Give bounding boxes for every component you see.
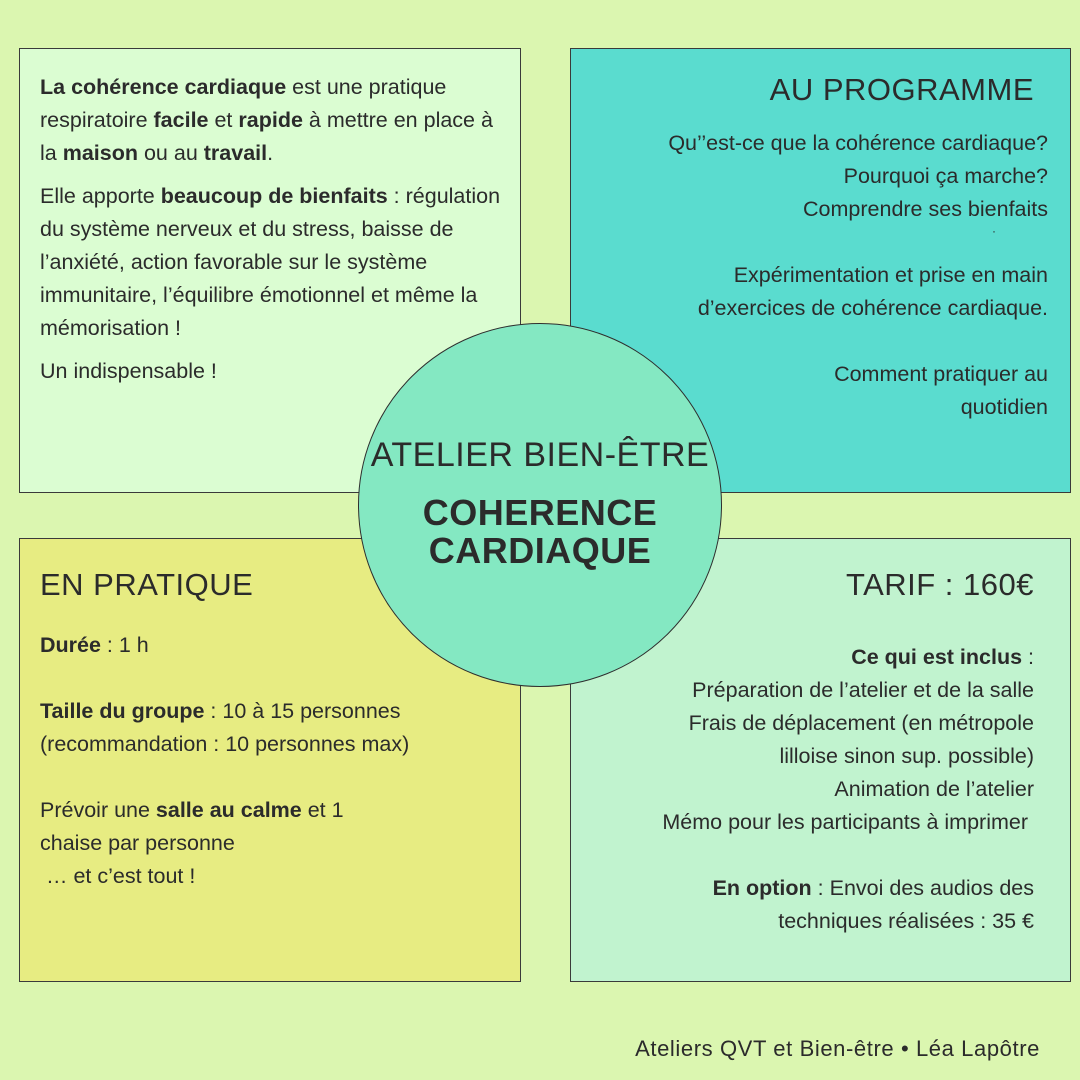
- inclus-item: Mémo pour les participants à imprimer: [662, 810, 1034, 834]
- option-line-2: techniques réalisées : 35 €: [778, 909, 1034, 933]
- text-run: et: [208, 108, 239, 132]
- spacer: [40, 761, 510, 794]
- programme-line: Pourquoi ça marche?: [843, 164, 1048, 188]
- text-run: cohérence cardiaque: [71, 75, 287, 99]
- text-run: rapide: [238, 108, 303, 132]
- duree-value: : 1 h: [100, 633, 149, 657]
- text-run: à mettre en place à la: [40, 108, 493, 165]
- taille-value: : 10 à 15 personnes (recommandation : 10 personnes max): [40, 699, 410, 756]
- text-run: La: [40, 75, 72, 99]
- spacer: [574, 839, 1034, 872]
- text-run: travail: [203, 141, 268, 165]
- text-run: Prévoir une: [40, 798, 156, 822]
- text-run: Elle apporte: [40, 184, 161, 208]
- inclus-item: Animation de l’atelier: [834, 777, 1034, 801]
- text-run: maison: [62, 141, 138, 165]
- option-line: [574, 872, 1034, 905]
- taille-line: [40, 695, 510, 761]
- duree-label: Durée: [40, 633, 101, 657]
- text-run: ou au: [138, 141, 204, 165]
- tarif-heading: TARIF : 160€: [845, 567, 1034, 602]
- spacer: [578, 325, 1048, 358]
- programme-line: quotidien: [960, 395, 1048, 419]
- text-run: .: [267, 141, 274, 165]
- text-run: beaucoup de bienfaits: [160, 184, 388, 208]
- intro-text: [40, 71, 510, 388]
- spacer: [40, 662, 510, 695]
- circle-title: [359, 494, 721, 570]
- programme-heading: AU PROGRAMME: [769, 72, 1034, 107]
- stray-dot: ·: [992, 224, 996, 238]
- programme-line: Comment pratiquer au: [834, 362, 1048, 386]
- programme-line: Expérimentation et prise en main: [733, 263, 1048, 287]
- taille-label: Taille du groupe: [40, 699, 205, 723]
- prevoir-line: [40, 794, 400, 860]
- text-run: et 1 chaise par personne: [40, 798, 344, 855]
- intro-paragraph-3: Un indispensable !: [40, 359, 217, 383]
- title-circle: [358, 323, 722, 687]
- inclus-label: Ce qui est inclus: [851, 645, 1023, 669]
- circle-subtitle: ATELIER BIEN-ÊTRE: [370, 436, 710, 474]
- pratique-heading: EN PRATIQUE: [40, 567, 254, 602]
- programme-line: d’exercices de cohérence cardiaque.: [697, 296, 1048, 320]
- inclus-item: Frais de déplacement (en métropole: [688, 711, 1034, 735]
- intro-paragraph-1: [40, 71, 510, 170]
- closing-line: … et c’est tout !: [40, 864, 196, 888]
- circle-title-line: COHERENCE: [422, 492, 658, 533]
- circle-title-line: CARDIAQUE: [428, 530, 652, 571]
- text-run: :: [1022, 645, 1034, 669]
- text-run: : Envoi des audios des: [811, 876, 1034, 900]
- intro-paragraph-2: [40, 180, 510, 345]
- programme-line: Qu’’est-ce que la cohérence cardiaque?: [668, 131, 1048, 155]
- programme-line: Comprendre ses bienfaits: [803, 197, 1048, 221]
- text-run: salle au calme: [155, 798, 302, 822]
- inclus-item: Préparation de l’atelier et de la salle: [692, 678, 1034, 702]
- footer-credit: Ateliers QVT et Bien-être • Léa Lapôtre: [635, 1036, 1040, 1061]
- text-run: est une pratique respiratoire: [40, 75, 447, 132]
- option-label: En option: [712, 876, 812, 900]
- inclus-item: lilloise sinon sup. possible): [779, 744, 1034, 768]
- text-run: facile: [153, 108, 209, 132]
- text-run: : régulation du système nerveux et du stress, baisse de l’anxiété, action favorable sur le système immunitaire, l’équilibre émotionnel et même la mémorisation !: [40, 184, 501, 340]
